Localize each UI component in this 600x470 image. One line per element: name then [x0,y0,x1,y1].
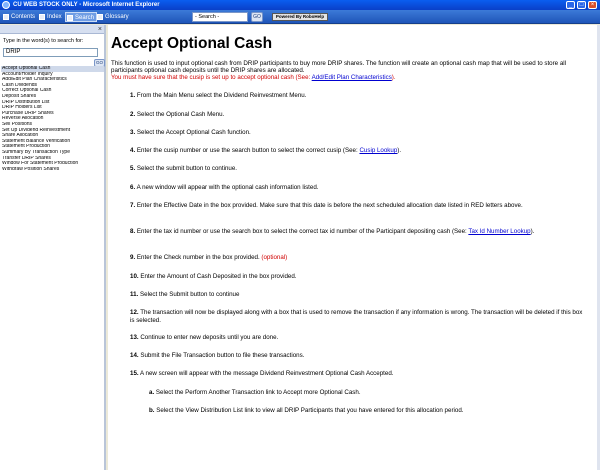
step-item [130,254,588,262]
warning-text: You must have sure that the cusip is set up to accept optional cash (See: [111,74,312,82]
index-label: Index [47,14,62,20]
search-result-item[interactable]: Share Allocation [2,133,39,139]
step-item [130,165,588,173]
step-number: 12. [130,309,139,316]
step-text: Enter the Amount of Cash Deposited in the box provided. [140,273,297,280]
plan-characteristics-link[interactable]: Add/Edit Plan Characteristics [311,74,392,82]
search-result-item[interactable]: Summary By Transaction Type [2,149,70,155]
step-number: 7. [130,202,136,209]
step-text-end: ). [530,228,535,235]
step-item [130,129,588,137]
glossary-icon [97,14,103,20]
step-item [130,147,588,155]
step-number: a. [149,389,155,396]
step-item [130,228,588,236]
search-instruction: Type in the word(s) to search for: [3,38,84,44]
step-number: 8. [130,228,136,235]
search-result-item[interactable]: Accept Optional Cash [1,66,104,72]
search-result-item[interactable]: Statement Production [2,144,51,150]
step-number: 3. [130,129,136,136]
contents-tab[interactable] [2,12,37,22]
contents-label: Contents [11,14,36,20]
step-link[interactable]: Cusip Lookup [359,147,398,154]
step-number: 15. [130,370,139,377]
maximize-icon[interactable]: □ [577,1,586,9]
search-tab[interactable] [65,12,97,22]
search-result-item[interactable]: Window For Statement Production [2,161,79,167]
pane-close-icon[interactable]: × [97,26,102,33]
search-results-list [1,66,104,172]
intro-text: This function is used to input optional cash from DRIP participants to buy more DRIP shares. The function will create an optional cash map that will be used to store all participants optional cash deposits until the DRIP shares are allocated. [111,60,567,75]
step-text: Select the Optional Cash Menu. [136,111,225,118]
step-item [130,273,588,281]
step-number: 6. [130,184,136,191]
step-item [130,334,588,342]
step-text: A new screen will appear with the message Dividend Reinvestment Optional Cash Accepted. [140,370,394,377]
step-text: Select the Accept Optional Cash function. [136,129,251,136]
step-text: A new window will appear with the optional cash information listed. [136,184,319,191]
topic-content [108,25,600,470]
step-text: Enter the tax id number or use the search box to select the correct tax id number of the Participant depositing cash (See: [136,228,469,235]
search-result-item[interactable]: Cash Dividends [2,82,38,88]
step-number: 5. [130,165,136,172]
step-number: 1. [130,92,136,99]
search-pane [0,25,106,470]
index-tab[interactable] [38,12,64,22]
powered-by-robohelp-logo: Powered By RoboHelp [272,13,328,21]
glossary-label: Glossary [105,14,129,20]
search-result-item[interactable]: DRIP Distribution List [2,99,50,105]
search-result-item[interactable]: Deposit Shares [2,93,37,99]
intro-paragraph [111,60,589,82]
search-result-item[interactable]: Add/Edit Plan Characteristics [2,77,67,83]
step-text: Select the View Distribution List link to view all DRIP Participants that you have entered for this allocation period. [156,407,464,414]
toolbar-go-button[interactable]: GO [251,12,263,22]
pane-header [0,25,104,34]
step-number: 9. [130,254,136,261]
ie-icon [2,1,10,9]
search-icon [67,15,73,21]
search-result-item[interactable]: Reverse Allocation [2,116,44,122]
warning-end: ). [391,74,396,82]
step-text: Submit the File Transaction button to file these transactions. [140,352,305,359]
step-text: Select the submit button to continue. [136,165,237,172]
search-result-item[interactable]: Sell Positions [2,121,33,127]
close-icon[interactable]: × [588,1,597,9]
step-item [130,111,588,119]
step-item [130,352,588,360]
search-go-button[interactable]: GO [95,60,103,65]
step-item [130,370,588,378]
optional-note: (optional) [261,254,288,261]
step-item [130,92,588,100]
help-toolbar [0,10,600,24]
index-icon [39,14,45,20]
step-text: Enter the cusip number or use the search button to select the correct cusip (See: [136,147,360,154]
window-title: CU WEB STOCK ONLY - Microsoft Internet Explorer [13,2,160,8]
step-number: 11. [130,291,139,298]
step-text: Enter the Check number in the box provided. [136,254,262,261]
search-result-item[interactable]: DRIP Holders List [2,105,42,111]
step-number: 10. [130,273,139,280]
step-text: The transaction will now be displayed along with a box that is used to remove the transaction if any information is wrong. The transaction will be deleted if this box is selected. [130,309,583,324]
step-number: b. [149,407,155,414]
title-bar [0,0,600,10]
step-number: 13. [130,334,139,341]
step-text: From the Main Menu select the Dividend Reinvestment Menu. [136,92,307,99]
search-result-item[interactable]: Transfer DRIP Shares [2,155,51,161]
search-result-item[interactable]: Set Up Dividend Reinvestment [2,127,71,133]
search-result-item[interactable]: Withdraw Position Shares [2,166,60,172]
step-text: Continue to enter new deposits until you are done. [140,334,279,341]
search-label: Search [75,15,95,21]
step-link[interactable]: Tax Id Number Lookup [468,228,531,235]
step-item [130,202,588,210]
minimize-icon[interactable]: _ [566,1,575,9]
step-text: Select the Submit button to continue [140,291,240,298]
search-result-item[interactable]: Statement Balance Verification [2,138,71,144]
search-result-item[interactable]: Correct Optional Cash [2,88,52,94]
search-result-item[interactable]: Account/Holder Inquiry [2,71,53,77]
toolbar-search-input[interactable]: - Search - [192,12,248,22]
step-text-end: ). [397,147,402,154]
page-title: Accept Optional Cash [111,35,273,52]
step-number: 14. [130,352,139,359]
step-item [130,291,588,299]
step-text: Enter the Effective Date in the box provided. Make sure that this date is before the next scheduled allocation date listed in RED letters above. [136,202,523,209]
glossary-tab[interactable] [96,12,131,22]
step-number: 4. [130,147,136,154]
step-item [149,407,589,415]
step-item [130,309,588,324]
search-input[interactable]: DRIP [3,48,98,57]
step-item [149,389,589,397]
book-icon [3,14,9,20]
step-item [130,184,588,192]
step-text: Select the Perform Another Transaction link to Accept more Optional Cash. [155,389,361,396]
step-number: 2. [130,111,136,118]
search-result-item[interactable]: Purchase DRIP Shares [2,110,54,116]
